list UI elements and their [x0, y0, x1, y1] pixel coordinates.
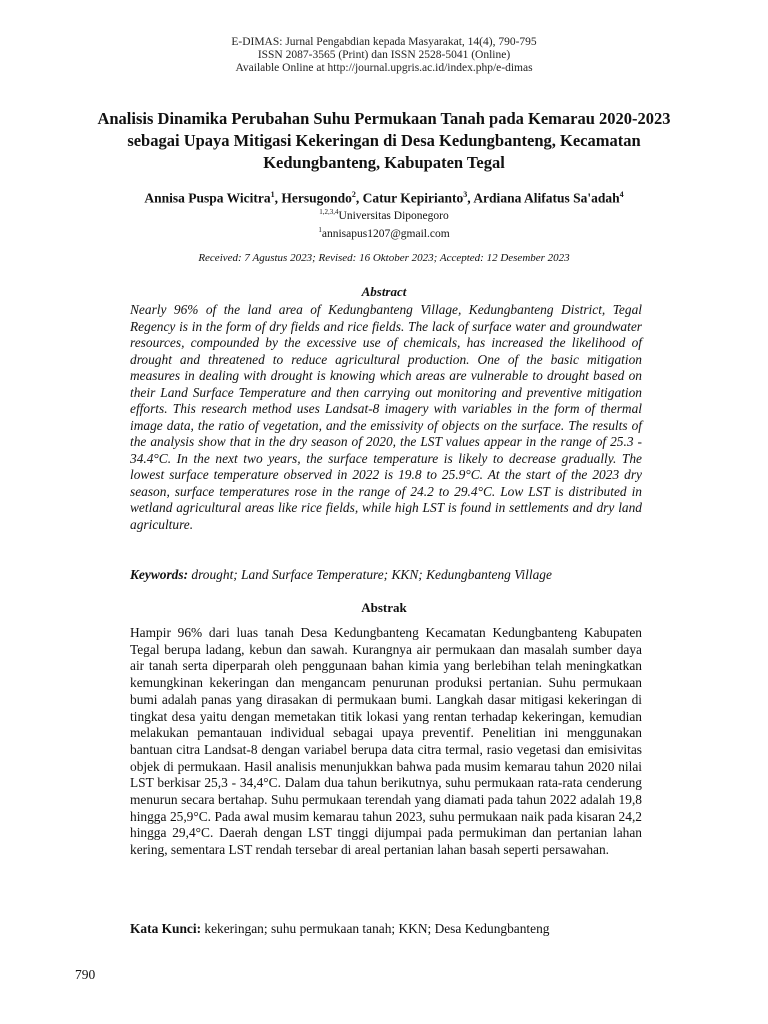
keywords [130, 567, 690, 583]
author-sup: 3 [463, 190, 468, 199]
journal-header [0, 36, 768, 75]
affiliation [0, 205, 768, 223]
journal-issn: ISSN 2087-3565 (Print) dan ISSN 2528-5041 (Online) [257, 49, 511, 61]
author-separator: , [274, 190, 282, 206]
kata-kunci-text: kekeringan; suhu permukaan tanah; KKN; Desa Kedungbanteng [201, 921, 550, 936]
email [0, 223, 768, 241]
affiliation-block [0, 205, 768, 241]
abstract-text: Nearly 96% of the land area of Kedungbanteng Village, Kedungbanteng District, Tegal Regency is in the form of dry fields and rice fields. The lack of surface water and groundwater resources, compounded by the excessive use of chemicals, has increased the likelihood of drought and threatened to reduce agricultural production. One of the basic mitigation measures in dealing with drought is knowing which areas are vulnerable to drought based on their Land Surface Temperature and then carrying out monitoring and preventive mitigation efforts. This research method uses Landsat-8 imagery with variables in the form of thermal image data, the ratio of vegetation, and the emissivity of objects on the surface. The results of the analysis show that in the dry season of 2020, the LST values appear in the range of 25.3 - 34.4°C. In the next two years, the surface temperature is likely to decrease gradually. The lowest surface temperature observed in 2022 is 19.8 to 25.9°C. At the start of the 2023 dry season, surface temperatures rose in the range of 24.2 to 29.4°C. Low LST is distributed in wetland agricultural areas like rice fields, while high LST is found in settlements and dry land agriculture. [130, 302, 642, 532]
abstract-heading: Abstract [361, 284, 407, 299]
paper-title: Analisis Dinamika Perubahan Suhu Permukaan Tanah pada Kemarau 2020-2023 sebagai Upaya Mitigasi Kekeringan di Desa Kedungbanteng, Kecamatan Kedungbanteng, Kabupaten Tegal [97, 109, 671, 172]
affiliation-sup: 1,2,3,4 [319, 208, 339, 216]
email-address: annisapus1207@gmail.com [321, 227, 450, 240]
author-sup: 1 [270, 190, 275, 199]
keywords-text: drought; Land Surface Temperature; KKN; Kedungbanteng Village [188, 567, 552, 582]
author-name: Hersugondo [281, 190, 352, 206]
email-sup: 1 [318, 225, 322, 234]
affiliation-name: Universitas Diponegoro [338, 209, 449, 222]
keywords-label: Keywords: [130, 567, 189, 582]
kata-kunci [130, 921, 690, 937]
kata-kunci-label: Kata Kunci: [130, 921, 202, 936]
author-name: Annisa Puspa Wicitra [144, 190, 271, 206]
abstrak-text: Hampir 96% dari luas tanah Desa Kedungbanteng Kecamatan Kedungbanteng Kabupaten Tegal berupa ladang, kebun dan sawah. Kurangnya air permukaan dan masalah sumber daya air tanah serta diperparah oleh penggunaan bahan kimia yang berlebihan telah meningkatkan kemungkinan kekeringan dan mengancam penurunan produksi pertanian. Suhu permukaan bumi adalah panas yang dirasakan di permukaan bumi. Langkah dasar mitigasi kekeringan di tingkat desa yaitu dengan memetakan titik lokasi yang rentan terhadap kekeringan, kemudian melakukan pemantauan individual sebagai upaya preventif. Penelitian ini menggunakan bantuan citra Landsat-8 dengan variabel berupa data citra termal, rasio vegetasi dan emisivitas objek di permukaan. Hasil analisis menunjukkan bahwa pada musim kemarau tahun 2020 nilai LST berkisar 25,3 - 34,4°C. Dalam dua tahun berikutnya, suhu permukaan rata-rata cenderung menurun secara bertahap. Suhu permukaan terendah yang diamati pada tahun 2022 adalah 19,8 hingga 25,9°C. Pada awal musim kemarau tahun 2023, suhu permukaan naik pada kisaran 24,2 hingga 29,4°C. Daerah dengan LST tinggi dijumpai pada permukiman dan pertanian lahan kering, sementara LST rendah tersebar di areal pertanian lahan basah seperti persawahan. [130, 625, 642, 858]
author-sup: 2 [351, 190, 356, 199]
journal-url: Available Online at http://journal.upgris.ac.id/index.php/e-dimas [235, 62, 533, 74]
author-name: Catur Kepirianto [362, 190, 464, 206]
author-sup: 4 [619, 190, 624, 199]
author-name: Ardiana Alifatus Sa'adah [473, 190, 620, 206]
author-separator: , [467, 190, 474, 206]
submission-dates: Received: 7 Agustus 2023; Revised: 16 Oktober 2023; Accepted: 12 Desember 2023 [198, 252, 570, 264]
author-list [0, 187, 768, 207]
journal-citation: E-DIMAS: Jurnal Pengabdian kepada Masyarakat, 14(4), 790-795 [231, 36, 537, 48]
page-number: 790 [75, 967, 96, 982]
author-separator: , [355, 190, 363, 206]
abstrak-heading: Abstrak [361, 600, 407, 615]
